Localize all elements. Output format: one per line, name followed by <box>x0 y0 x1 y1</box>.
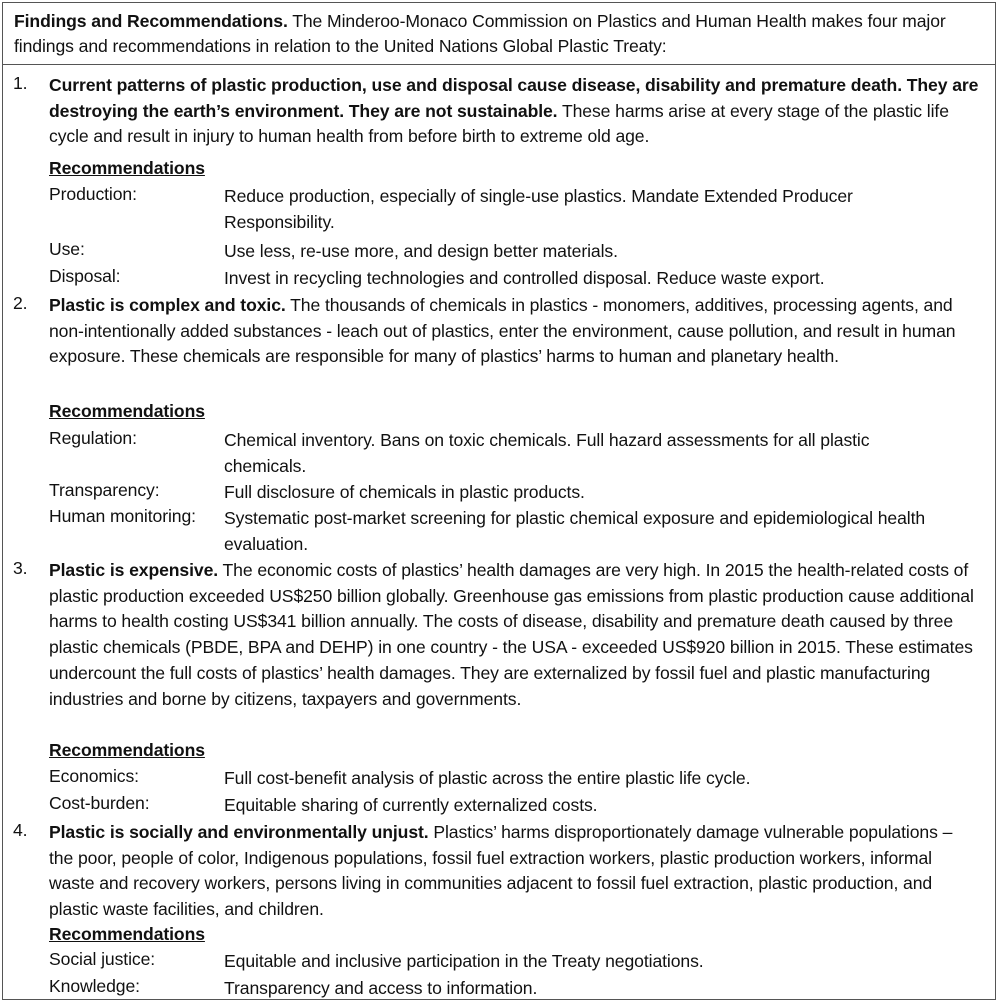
finding-body: Plastics’ harms disproportionately damage vulnerable populations – the poor, people of color, Indigenous populations, fossil fuel extraction workers, plastic production workers, informal waste and recovery workers, persons living in communities adjacent to fossil fuel extraction, plastic production, and plastic waste facilities, and children. <box>49 822 953 920</box>
finding-text <box>49 293 979 370</box>
recommendation-value: Equitable and inclusive participation in the Treaty negotiations. <box>224 951 704 971</box>
recommendation-value: Full cost-benefit analysis of plastic across the entire plastic life cycle. <box>224 768 751 788</box>
recommendation-value: Invest in recycling technologies and controlled disposal. Reduce waste export. <box>224 268 825 288</box>
finding-title: Plastic is complex and toxic. <box>49 295 286 315</box>
recommendation-value: Chemical inventory. Bans on toxic chemicals. Full hazard assessments for all plastic chemicals. <box>224 430 870 476</box>
intro-text: The Minderoo-Monaco Commission on Plastics and Human Health makes four major findings and recommendations in relation to the United Nations Global Plastic Treaty: <box>14 11 946 56</box>
finding-number: 1. <box>13 73 28 93</box>
recommendation-label: Production: <box>49 184 137 204</box>
recommendation-label: Economics: <box>49 766 139 786</box>
finding-body: The thousands of chemicals in plastics - monomers, additives, processing agents, and non-intentionally added substances - leach out of plastics, enter the environment, cause pollution, and result in human exposure. These chemicals are responsible for many of plastics’ harms to human and planetary health. <box>49 295 956 367</box>
recommendations-heading: Recommendations <box>49 740 205 760</box>
recommendation-value: Full disclosure of chemicals in plastic products. <box>224 482 585 502</box>
recommendation-label: Regulation: <box>49 428 137 448</box>
finding-text <box>49 558 979 712</box>
recommendations-heading: Recommendations <box>49 158 205 178</box>
recommendation-label: Social justice: <box>49 949 156 969</box>
recommendation-label: Disposal: <box>49 266 121 286</box>
recommendation-label: Human monitoring: <box>49 506 196 526</box>
finding-title: Current patterns of plastic production, use and disposal cause disease, disability and premature death. They are destroying the earth’s environment. They are not sustainable. <box>49 75 979 121</box>
finding-number: 2. <box>13 293 28 313</box>
recommendation-value: Transparency and access to information. <box>224 978 538 998</box>
intro-paragraph <box>3 3 995 65</box>
findings-box <box>2 2 996 1000</box>
finding-text <box>49 820 979 923</box>
recommendation-value: Equitable sharing of currently externalized costs. <box>224 795 598 815</box>
finding-body: The economic costs of plastics’ health damages are very high. In 2015 the health-related costs of plastic production exceeded US$250 billion globally. Greenhouse gas emissions from plastic production cause additional harms to health costing US$341 billion annually. The costs of disease, disability and premature death caused by three plastic chemicals (PBDE, BPA and DEHP) in one country - the USA - exceeded US$920 billion in 2015. These estimates undercount the full costs of plastics’ health damages. They are externalized by fossil fuel and plastic manufacturing industries and borne by citizens, taxpayers and governments. <box>49 560 974 709</box>
recommendation-label: Use: <box>49 239 85 259</box>
recommendation-value: Systematic post-market screening for plastic chemical exposure and epidemiological health evaluation. <box>224 508 926 554</box>
finding-title: Plastic is expensive. <box>49 560 219 580</box>
finding-body: These harms arise at every stage of the plastic life cycle and result in injury to human health from before birth to extreme old age. <box>49 100 949 147</box>
recommendations-heading: Recommendations <box>49 401 205 421</box>
finding-title: Plastic is socially and environmentally unjust. <box>49 822 429 842</box>
recommendations-heading: Recommendations <box>49 924 205 944</box>
recommendation-value: Use less, re-use more, and design better materials. <box>224 241 618 261</box>
recommendation-value: Reduce production, especially of single-use plastics. Mandate Extended Producer Responsibility. <box>224 186 853 232</box>
finding-number: 3. <box>13 558 28 578</box>
recommendation-label: Transparency: <box>49 480 160 500</box>
finding-number: 4. <box>13 820 28 840</box>
intro-heading: Findings and Recommendations. <box>14 11 288 31</box>
finding-text <box>49 73 979 150</box>
recommendation-label: Cost-burden: <box>49 793 150 813</box>
recommendation-label: Knowledge: <box>49 976 140 996</box>
